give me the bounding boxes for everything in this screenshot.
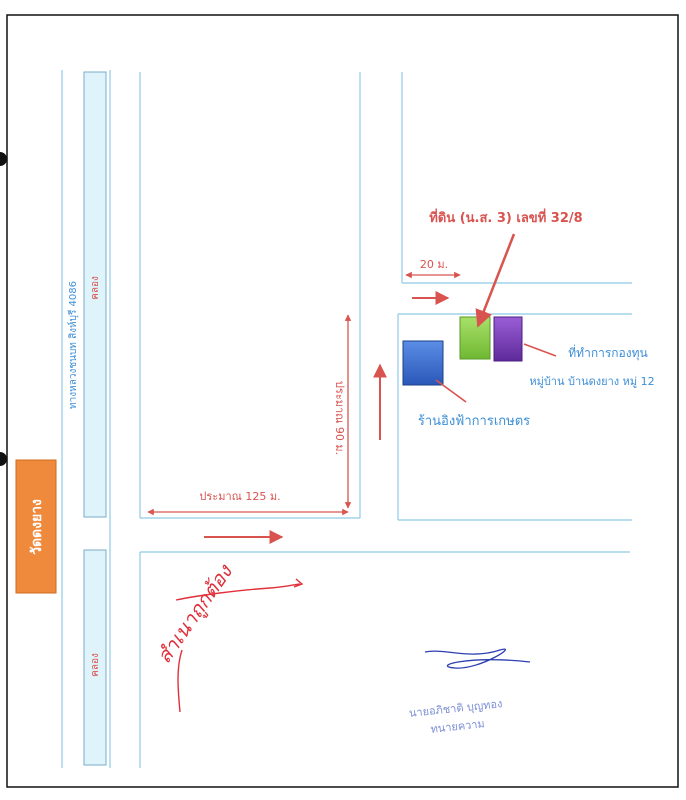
store-pointer [436,380,466,402]
distance-90m-label: ประมาณ 90 ม. [333,380,346,456]
canal-label-top: คลอง [90,276,101,300]
highway-label: ทางหลวงชนบท สิงห์บุรี 4086 [68,281,79,409]
handwritten-curve [178,650,182,712]
land-parcel-pointer [478,234,514,326]
signature [425,649,530,668]
wat-dongyang [16,460,56,593]
stamp-title: ทนายความ [429,717,486,736]
canal-label-bottom: คลอง [90,653,101,677]
fund-office-marker [494,317,522,361]
side-roads [140,72,632,768]
fund-office-label-line1: ที่ทำการกองทุน [568,346,648,360]
store-label: ร้านอิงฟ้าการเกษตร [417,414,531,429]
distance-125m-label: ประมาณ 125 ม. [199,490,281,503]
fund-office-label-line2: หมู่บ้าน บ้านดงยาง หมู่ 12 [529,375,655,388]
fund-office-pointer [524,344,556,356]
distance-20m-label: 20 ม. [419,258,449,271]
store-marker [403,341,443,385]
land-parcel-label: ที่ดิน (น.ส. 3) เลขที่ 32/8 [429,211,583,226]
handwritten-note: สำเนาถูกต้อง [151,560,237,668]
wat-label: วัดดงยาง [29,499,45,555]
signature-block [408,649,530,736]
stamp-name: นายอภิชาติ บุญทอง [408,697,503,720]
handwritten-certification [152,559,302,712]
land-parcel-marker [460,317,490,359]
handwritten-stroke [176,579,302,600]
